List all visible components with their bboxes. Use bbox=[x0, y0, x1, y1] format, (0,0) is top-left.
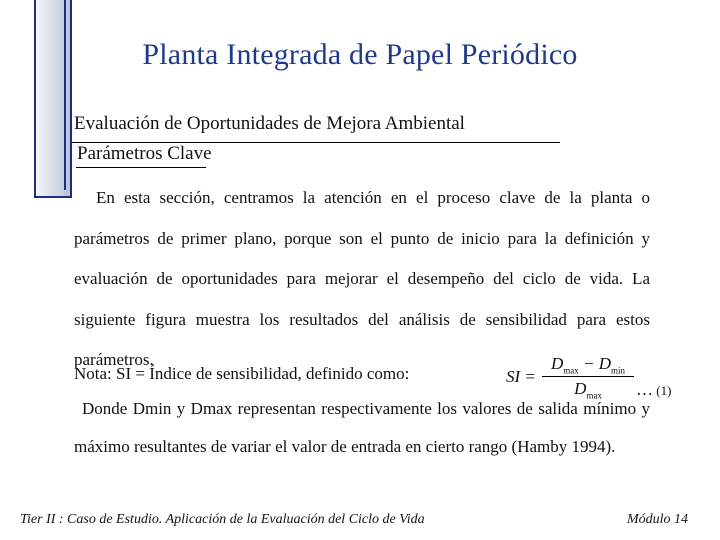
definition-paragraph-text: Donde Dmin y Dmax representan respectivamente los valores de salida mínimo y máximo resultantes de variar el valor de entrada en cierto rango (Hamby 1994). bbox=[74, 399, 650, 456]
formula-lhs: SI = bbox=[506, 367, 536, 386]
fraction-bar bbox=[542, 376, 634, 377]
footer-module-number: Módulo 14 bbox=[626, 512, 688, 527]
section-heading: Parámetros Clave bbox=[77, 143, 212, 164]
subtitle: Evaluación de Oportunidades de Mejora Ambiental bbox=[74, 113, 465, 134]
equation-number: … (1) bbox=[636, 380, 672, 399]
slide-title: Planta Integrada de Papel Periódico bbox=[142, 38, 578, 71]
note-text: Nota: SI = Índice de sensibilidad, definido como: bbox=[74, 364, 410, 383]
section-underline bbox=[76, 167, 206, 168]
body-paragraph bbox=[74, 178, 650, 381]
formula-numerator: $D_{max} - D_{min}$ bbox=[550, 354, 626, 376]
footer-course-title: Tier II : Caso de Estudio. Aplicación de la Evaluación del Ciclo de Vida bbox=[20, 512, 425, 527]
definition-paragraph bbox=[74, 390, 650, 466]
decorative-side-bar bbox=[34, 0, 72, 198]
formula-denominator: $D_{max}$ bbox=[574, 379, 602, 401]
body-paragraph-text: En esta sección, centramos la atención en el proceso clave de la planta o parámetros de primer plano, porque son el punto de inicio para la definición y evaluación de oportunidades para mejorar el desempeño del ciclo de vida. La siguiente figura muestra los resultados del análisis de sensibilidad para estos parámetros. bbox=[74, 188, 650, 370]
